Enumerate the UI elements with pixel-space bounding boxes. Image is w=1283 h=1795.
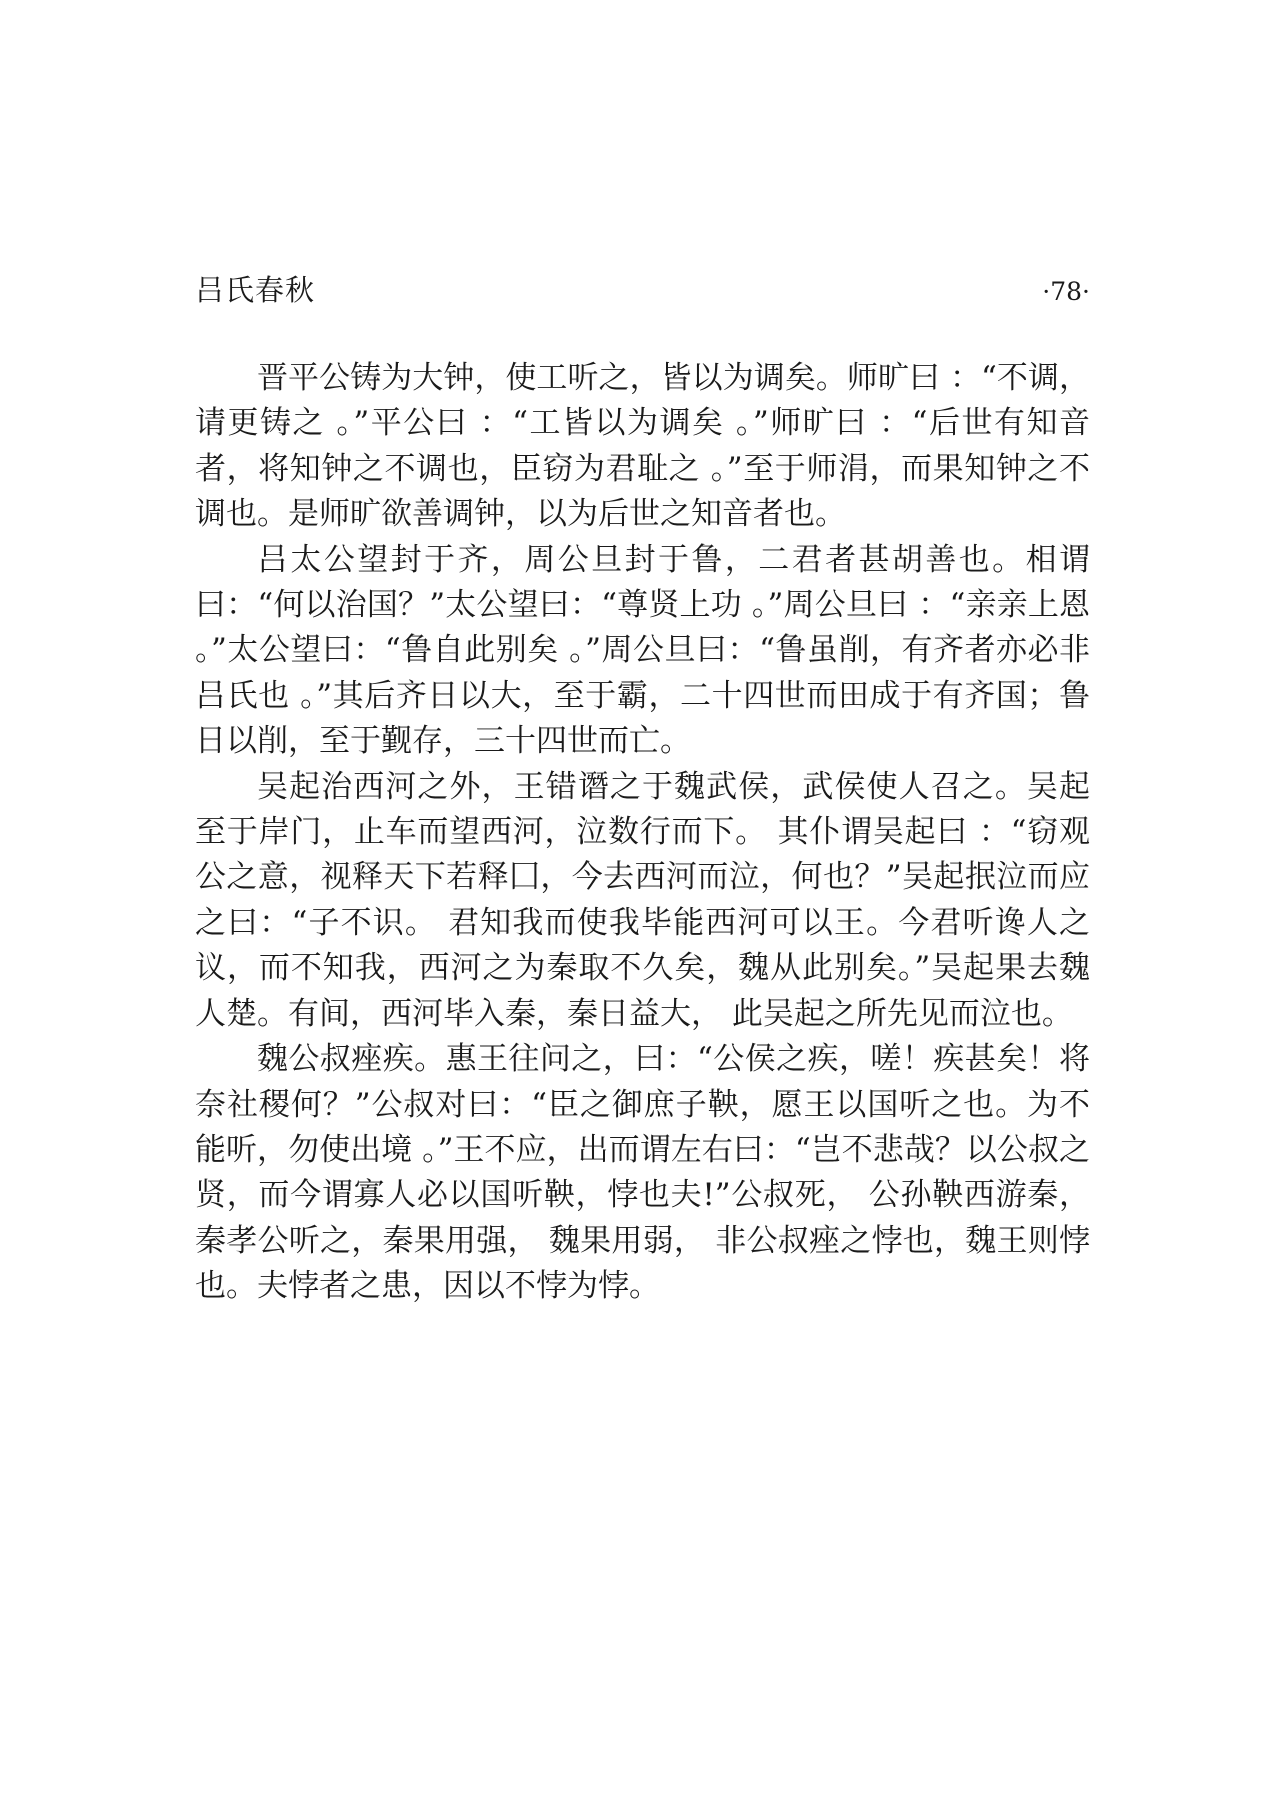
- page-body: [195, 356, 1090, 1310]
- paragraph-3: 吴起治西河之外，王错谮之于魏武侯，武侯使人召之。吴起至于岸门，止车而望西河，泣数行而下。 其仆谓吴起曰 ：“窃观公之意，视释天下若释囗，今去西河而泣，何也？”吴起抿泣而应之曰：“子不识。 君知我而使我毕能西河可以王。今君听谗人之议，而不知我，西河之为秦取不久矣，魏从此别矣。”吴起果去魏人楚。有间，西河毕入秦，秦日益大， 此吴起之所先见而泣也。: [195, 768, 1090, 1032]
- page: [195, 268, 1090, 1310]
- book-title: 吕氏春秋: [195, 273, 316, 307]
- paragraph-4: 魏公叔痤疾。惠王往问之，曰：“公侯之疾，嗟！疾甚矣！将奈社稷何？”公叔对曰：“臣之御庶子鞅，愿王以国听之也。为不能听，勿使出境 。”王不应，出而谓左右曰：“岂不悲哉？以公叔之贤，而今谓寡人必以国听鞅，悖也夫!”公叔死， 公孙鞅西游秦，秦孝公听之，秦果用强， 魏果用弱， 非公叔痤之悖也，魏王则悖也。夫悖者之患，因以不悖为悖。: [195, 1041, 1090, 1305]
- paragraph-1: 晋平公铸为大钟，使工听之，皆以为调矣。师旷曰 ：“不调，请更铸之 。”平公曰 ：“工皆以为调矣 。”师旷曰 ：“后世有知音者，将知钟之不调也，臣窃为君耻之 。”至于师涓，而果知钟之不调也。是师旷欲善调钟，以为后世之知音者也。: [195, 360, 1090, 533]
- paragraph-2: 吕太公望封于齐，周公旦封于鲁，二君者甚胡善也。相谓曰：“何以治国？”太公望曰：“尊贤上功 。”周公旦曰 ：“亲亲上恩 。”太公望曰：“鲁自此别矣 。”周公旦曰：“鲁虽削，有齐者亦必非吕氏也 。”其后齐日以大，至于霸，二十四世而田成于有齐国；鲁日以削，至于觐存，三十四世而亡。: [195, 541, 1090, 760]
- page-number: ·78·: [1042, 277, 1090, 306]
- page-header: [195, 268, 1090, 312]
